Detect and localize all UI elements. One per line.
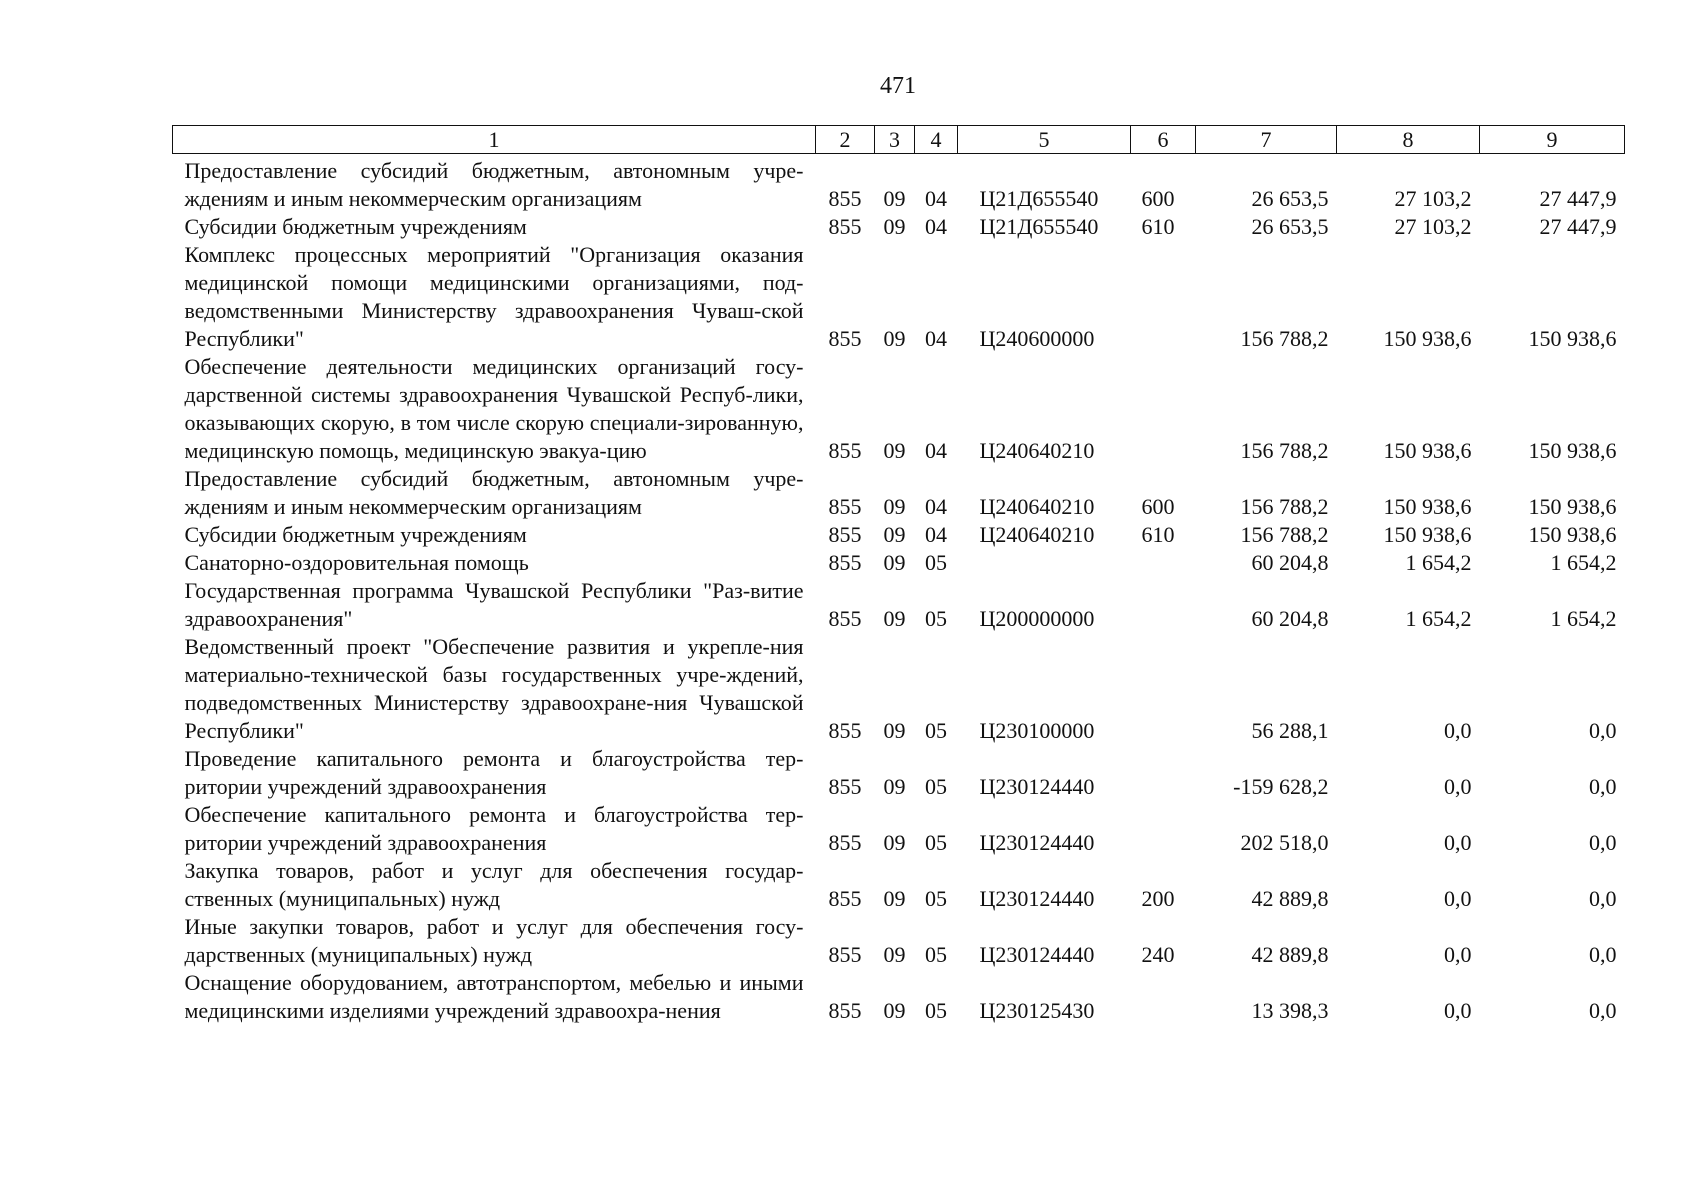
row-grbs-cell: 855 (828, 214, 862, 239)
row-subsection-cell: 05 (925, 718, 947, 743)
row-amount-col8-cell: 150 938,6 (1383, 522, 1472, 547)
table-body (173, 154, 1625, 1026)
row-amount-col9-cell: 150 938,6 (1528, 522, 1617, 547)
row-section-cell: 09 (883, 718, 906, 743)
table-row (173, 154, 1625, 214)
row-subsection-cell: 05 (925, 830, 947, 855)
row-amount-col9-cell: 27 447,9 (1539, 214, 1617, 239)
table-row (173, 745, 1625, 801)
row-subsection-cell: 04 (925, 214, 947, 239)
row-amount-col7-cell: 42 889,8 (1251, 942, 1329, 967)
row-amount-col7-cell: 156 788,2 (1240, 494, 1329, 519)
row-grbs-cell: 855 (828, 998, 862, 1023)
table-row (173, 465, 1625, 521)
row-name-cell: Государственная программа Чувашской Республики "Раз-витие здравоохранения" (184, 578, 804, 631)
row-name-cell: Предоставление субсидий бюджетным, автономным учре-ждениям и иным некоммерческим организациям (184, 158, 804, 211)
page-number (0, 72, 1697, 100)
row-target-article-cell: Ц200000000 (979, 606, 1095, 631)
row-amount-col8-cell: 0,0 (1444, 942, 1472, 967)
row-subsection-cell: 04 (925, 522, 947, 547)
row-section-cell: 09 (883, 326, 906, 351)
row-amount-col8-cell: 0,0 (1444, 998, 1472, 1023)
row-subsection-cell: 05 (925, 774, 947, 799)
budget-table (172, 125, 1625, 1025)
row-grbs-cell: 855 (828, 886, 862, 911)
row-target-article-cell: Ц230124440 (979, 774, 1095, 799)
row-target-article-cell: Ц240600000 (979, 326, 1095, 351)
row-name-cell: Проведение капитального ремонта и благоустройства тер-ритории учреждений здравоохранения (184, 746, 804, 799)
row-expense-type-cell: 610 (1141, 522, 1175, 547)
row-amount-col7-cell: 13 398,3 (1251, 998, 1329, 1023)
row-target-article-cell: Ц240640210 (979, 522, 1095, 547)
row-amount-col9-cell: 1 654,2 (1550, 606, 1617, 631)
row-subsection-cell: 05 (925, 886, 947, 911)
row-name-cell: Закупка товаров, работ и услуг для обеспечения государ-ственных (муниципальных) нужд (184, 858, 804, 911)
row-amount-col8-cell: 150 938,6 (1383, 438, 1472, 463)
row-grbs-cell: 855 (828, 326, 862, 351)
header-row (173, 126, 1625, 154)
row-amount-col8-cell: 27 103,2 (1394, 186, 1472, 211)
row-amount-col9-cell: 0,0 (1589, 886, 1617, 911)
row-expense-type-cell (1131, 241, 1196, 353)
row-subsection-cell: 05 (925, 606, 947, 631)
row-amount-col7-cell: 26 653,5 (1251, 214, 1329, 239)
table-row (173, 857, 1625, 913)
row-expense-type-cell (1131, 549, 1196, 577)
row-amount-col7-cell: 60 204,8 (1251, 606, 1329, 631)
header-cell-4: 4 (915, 126, 958, 154)
row-section-cell: 09 (883, 998, 906, 1023)
row-amount-col9-cell: 0,0 (1589, 942, 1617, 967)
row-amount-col9-cell: 0,0 (1589, 774, 1617, 799)
row-target-article-cell: Ц230100000 (979, 718, 1095, 743)
row-expense-type-cell: 600 (1141, 186, 1175, 211)
row-amount-col8-cell: 150 938,6 (1383, 494, 1472, 519)
header-cell-7: 7 (1196, 126, 1337, 154)
row-amount-col9-cell: 0,0 (1589, 718, 1617, 743)
row-subsection-cell: 04 (925, 494, 947, 519)
row-grbs-cell: 855 (828, 774, 862, 799)
row-amount-col9-cell: 150 938,6 (1528, 326, 1617, 351)
header-cell-8: 8 (1337, 126, 1480, 154)
row-target-article-cell: Ц230124440 (979, 942, 1095, 967)
row-grbs-cell: 855 (828, 186, 862, 211)
row-amount-col8-cell: 0,0 (1444, 830, 1472, 855)
row-amount-col8-cell: 150 938,6 (1383, 326, 1472, 351)
row-amount-col8-cell: 27 103,2 (1394, 214, 1472, 239)
row-amount-col9-cell: 0,0 (1589, 998, 1617, 1023)
row-section-cell: 09 (883, 886, 906, 911)
header-cell-5: 5 (958, 126, 1131, 154)
row-amount-col9-cell: 1 654,2 (1550, 550, 1617, 575)
header-cell-2: 2 (816, 126, 875, 154)
row-target-article-cell: Ц230125430 (979, 998, 1095, 1023)
row-target-article-cell: Ц230124440 (979, 830, 1095, 855)
row-amount-col8-cell: 0,0 (1444, 886, 1472, 911)
row-target-article-cell: Ц21Д655540 (979, 186, 1099, 211)
row-amount-col9-cell: 0,0 (1589, 830, 1617, 855)
row-expense-type-cell: 610 (1141, 214, 1175, 239)
row-amount-col8-cell: 0,0 (1444, 774, 1472, 799)
row-subsection-cell: 05 (925, 998, 947, 1023)
row-amount-col7-cell: 202 518,0 (1240, 830, 1329, 855)
row-subsection-cell: 04 (925, 186, 947, 211)
row-name-cell: Субсидии бюджетным учреждениям (184, 522, 527, 547)
row-amount-col7-cell: 156 788,2 (1240, 326, 1329, 351)
row-section-cell: 09 (883, 214, 906, 239)
row-subsection-cell: 05 (925, 942, 947, 967)
row-expense-type-cell: 600 (1141, 494, 1175, 519)
row-amount-col7-cell: -159 628,2 (1233, 774, 1329, 799)
row-grbs-cell: 855 (828, 438, 862, 463)
row-expense-type-cell (1131, 633, 1196, 745)
row-amount-col9-cell: 150 938,6 (1528, 438, 1617, 463)
row-section-cell: 09 (883, 942, 906, 967)
table-row (173, 521, 1625, 549)
row-section-cell: 09 (883, 830, 906, 855)
row-grbs-cell: 855 (828, 550, 862, 575)
row-target-article-cell: Ц240640210 (979, 494, 1095, 519)
table-row (173, 549, 1625, 577)
row-section-cell: 09 (883, 550, 906, 575)
row-section-cell: 09 (883, 522, 906, 547)
row-target-article-cell: Ц230124440 (979, 886, 1095, 911)
table-row (173, 213, 1625, 241)
row-grbs-cell: 855 (828, 942, 862, 967)
row-expense-type-cell: 200 (1141, 886, 1175, 911)
row-name-cell: Санаторно-оздоровительная помощь (184, 550, 529, 575)
header-cell-3: 3 (875, 126, 915, 154)
table-header (173, 126, 1625, 154)
header-cell-6: 6 (1131, 126, 1196, 154)
row-section-cell: 09 (883, 186, 906, 211)
row-name-cell: Субсидии бюджетным учреждениям (184, 214, 527, 239)
row-grbs-cell: 855 (828, 494, 862, 519)
row-subsection-cell: 05 (925, 550, 947, 575)
row-grbs-cell: 855 (828, 522, 862, 547)
page-number-text: 471 (880, 73, 916, 99)
row-expense-type-cell (1131, 969, 1196, 1025)
table-row (173, 913, 1625, 969)
row-target-article-cell (958, 549, 1131, 577)
row-name-cell: Обеспечение капитального ремонта и благоустройства тер-ритории учреждений здравоохранения (184, 802, 804, 855)
table-row (173, 241, 1625, 353)
row-subsection-cell: 04 (925, 438, 947, 463)
row-amount-col8-cell: 0,0 (1444, 718, 1472, 743)
row-amount-col7-cell: 156 788,2 (1240, 438, 1329, 463)
row-section-cell: 09 (883, 494, 906, 519)
row-expense-type-cell (1131, 353, 1196, 465)
row-target-article-cell: Ц240640210 (979, 438, 1095, 463)
row-target-article-cell: Ц21Д655540 (979, 214, 1099, 239)
row-grbs-cell: 855 (828, 718, 862, 743)
row-name-cell: Комплекс процессных мероприятий "Организация оказания медицинской помощи медицинскими организациями, под-ведомственными Министерству здравоохранения Чуваш-ской Республики" (184, 242, 804, 351)
table-row (173, 633, 1625, 745)
row-amount-col7-cell: 42 889,8 (1251, 886, 1329, 911)
row-name-cell: Предоставление субсидий бюджетным, автономным учре-ждениям и иным некоммерческим организациям (184, 466, 804, 519)
table-row (173, 577, 1625, 633)
row-grbs-cell: 855 (828, 830, 862, 855)
row-amount-col7-cell: 56 288,1 (1251, 718, 1329, 743)
row-section-cell: 09 (883, 438, 906, 463)
row-name-cell: Обеспечение деятельности медицинских организаций госу-дарственной системы здравоохранения Чувашской Респуб-лики, оказывающих скорую, в том числе скорую специали-зированную, медицинскую помощь, медицинскую эвакуа-цию (184, 354, 804, 463)
row-amount-col8-cell: 1 654,2 (1405, 550, 1472, 575)
row-amount-col9-cell: 27 447,9 (1539, 186, 1617, 211)
row-amount-col9-cell: 150 938,6 (1528, 494, 1617, 519)
row-expense-type-cell (1131, 801, 1196, 857)
row-amount-col7-cell: 26 653,5 (1251, 186, 1329, 211)
row-amount-col7-cell: 60 204,8 (1251, 550, 1329, 575)
row-section-cell: 09 (883, 774, 906, 799)
table-row (173, 969, 1625, 1025)
table-row (173, 353, 1625, 465)
row-name-cell: Иные закупки товаров, работ и услуг для обеспечения госу-дарственных (муниципальных) нужд (184, 914, 804, 967)
header-cell-1: 1 (173, 126, 816, 154)
row-section-cell: 09 (883, 606, 906, 631)
row-name-cell: Ведомственный проект "Обеспечение развития и укрепле-ния материально-технической базы государственных учре-ждений, подведомственных Министерству здравоохране-ния Чувашской Республики" (184, 634, 804, 743)
row-expense-type-cell (1131, 745, 1196, 801)
row-expense-type-cell (1131, 577, 1196, 633)
row-name-cell: Оснащение оборудованием, автотранспортом, мебелью и иными медицинскими изделиями учреждений здравоохра-нения (184, 970, 804, 1023)
header-cell-9: 9 (1480, 126, 1625, 154)
table-row (173, 801, 1625, 857)
row-amount-col8-cell: 1 654,2 (1405, 606, 1472, 631)
row-subsection-cell: 04 (925, 326, 947, 351)
row-amount-col7-cell: 156 788,2 (1240, 522, 1329, 547)
row-expense-type-cell: 240 (1141, 942, 1175, 967)
row-grbs-cell: 855 (828, 606, 862, 631)
